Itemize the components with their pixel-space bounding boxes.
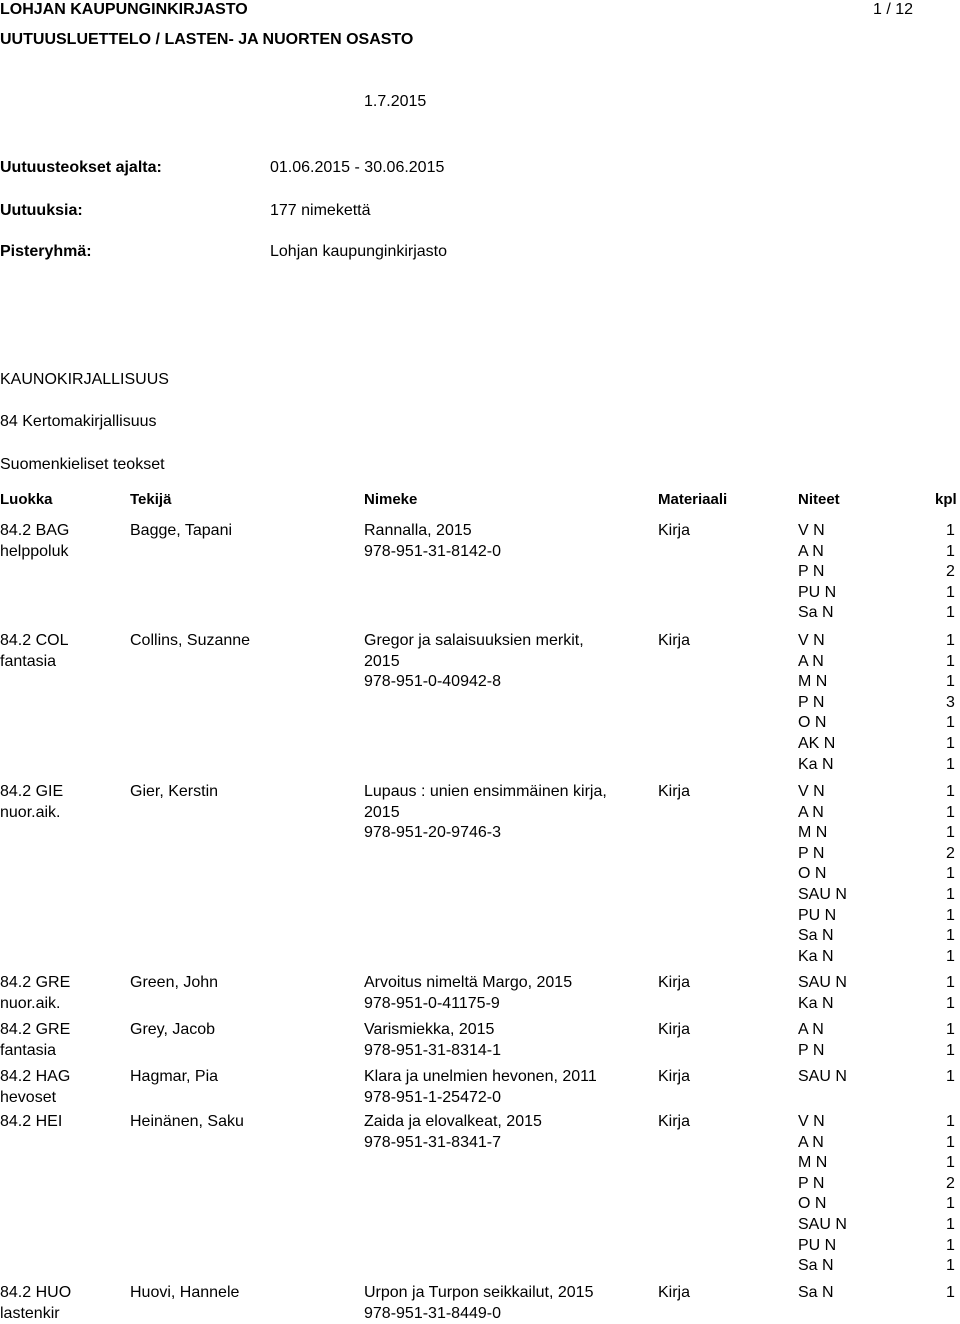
period-label: Uutuusteokset ajalta: bbox=[0, 159, 162, 176]
copy-location: Ka N bbox=[798, 994, 834, 1012]
report-date: 1.7.2015 bbox=[364, 93, 427, 110]
title: Lupaus : unien ensimmäinen kirja, bbox=[364, 783, 607, 800]
material: Kirja bbox=[658, 522, 691, 539]
copy-location: A N bbox=[798, 1133, 824, 1151]
material: Kirja bbox=[658, 1113, 691, 1130]
title: Klara ja unelmien hevonen, 2011 bbox=[364, 1068, 597, 1085]
title: Urpon ja Turpon seikkailut, 2015 bbox=[364, 1284, 594, 1301]
class-genre: lastenkir bbox=[0, 1304, 60, 1322]
copy-location: Sa N bbox=[798, 1257, 834, 1275]
copy-location: O N bbox=[798, 714, 827, 732]
copy-count: 1 bbox=[946, 652, 955, 670]
class-code: 84.2 GRE bbox=[0, 974, 71, 991]
class-code: 84.2 GRE bbox=[0, 1021, 71, 1038]
copy-location: SAU N bbox=[798, 886, 847, 903]
column-header-nimeke: Nimeke bbox=[364, 491, 418, 508]
copy-location: V N bbox=[798, 522, 825, 539]
copy-count: 1 bbox=[946, 604, 955, 622]
copy-location: P N bbox=[798, 1174, 825, 1192]
title: Gregor ja salaisuuksien merkit, bbox=[364, 632, 584, 649]
copy-count: 1 bbox=[946, 906, 955, 924]
copy-count: 1 bbox=[946, 824, 955, 842]
isbn: 978-951-1-25472-0 bbox=[364, 1088, 501, 1106]
group-label: Pisteryhmä: bbox=[0, 243, 92, 260]
copy-count: 2 bbox=[946, 844, 955, 862]
class-code: 84.2 HUO bbox=[0, 1284, 72, 1301]
copy-count: 1 bbox=[946, 1257, 955, 1275]
material: Kirja bbox=[658, 632, 691, 649]
class-code: 84.2 GIE bbox=[0, 783, 64, 800]
isbn: 978-951-20-9746-3 bbox=[364, 824, 501, 842]
material: Kirja bbox=[658, 974, 691, 991]
copy-count: 1 bbox=[946, 803, 955, 821]
copy-count: 1 bbox=[946, 632, 955, 649]
copy-count: 1 bbox=[946, 1284, 955, 1301]
copy-count: 1 bbox=[946, 1133, 955, 1151]
author: Gier, Kerstin bbox=[130, 783, 219, 800]
isbn: 978-951-31-8142-0 bbox=[364, 542, 501, 560]
copy-location: SAU N bbox=[798, 1216, 847, 1233]
class-genre: nuor.aik. bbox=[0, 803, 61, 821]
copy-location: Ka N bbox=[798, 755, 834, 773]
copy-count: 1 bbox=[946, 1236, 955, 1254]
library-name: LOHJAN KAUPUNGINKIRJASTO bbox=[0, 1, 248, 18]
column-header-tekija: Tekijä bbox=[130, 491, 172, 508]
material: Kirja bbox=[658, 783, 691, 800]
copy-location: M N bbox=[798, 673, 828, 691]
copy-location: A N bbox=[798, 652, 824, 670]
author: Green, John bbox=[130, 974, 219, 991]
count-label: Uutuuksia: bbox=[0, 202, 83, 219]
class-code: 84.2 HEI bbox=[0, 1113, 63, 1130]
copy-location: M N bbox=[798, 824, 828, 842]
copy-count: 1 bbox=[946, 865, 955, 883]
title: Varismiekka, 2015 bbox=[364, 1021, 495, 1038]
material: Kirja bbox=[658, 1068, 691, 1085]
copy-count: 3 bbox=[946, 693, 955, 711]
section-sub: 84 Kertomakirjallisuus bbox=[0, 413, 157, 430]
copy-count: 1 bbox=[946, 1021, 955, 1038]
copy-location: V N bbox=[798, 783, 825, 800]
copy-count: 1 bbox=[946, 583, 955, 601]
copy-count: 2 bbox=[946, 563, 955, 581]
copy-count: 1 bbox=[946, 1216, 955, 1233]
copy-location: SAU N bbox=[798, 974, 847, 991]
copy-count: 2 bbox=[946, 1174, 955, 1192]
class-code: 84.2 COL bbox=[0, 632, 69, 649]
count-value: 177 nimekettä bbox=[270, 202, 371, 219]
class-genre: fantasia bbox=[0, 1041, 57, 1059]
copy-count: 1 bbox=[946, 783, 955, 800]
author: Collins, Suzanne bbox=[130, 632, 251, 649]
isbn: 978-951-0-40942-8 bbox=[364, 673, 501, 691]
section-language: Suomenkieliset teokset bbox=[0, 456, 165, 473]
title: 2015 bbox=[364, 652, 400, 670]
column-header-materiaali: Materiaali bbox=[658, 491, 728, 508]
title: Arvoitus nimeltä Margo, 2015 bbox=[364, 974, 573, 991]
isbn: 978-951-0-41175-9 bbox=[364, 994, 500, 1012]
isbn: 978-951-31-8341-7 bbox=[364, 1133, 501, 1151]
copy-location: O N bbox=[798, 865, 827, 883]
class-code: 84.2 BAG bbox=[0, 522, 70, 539]
author: Grey, Jacob bbox=[130, 1021, 216, 1038]
copy-count: 1 bbox=[946, 947, 955, 965]
material: Kirja bbox=[658, 1284, 691, 1301]
copy-count: 1 bbox=[946, 1154, 955, 1172]
copy-location: A N bbox=[798, 1021, 824, 1038]
column-header-luokka: Luokka bbox=[0, 491, 53, 508]
author: Heinänen, Saku bbox=[130, 1113, 244, 1130]
copy-count: 1 bbox=[946, 1041, 955, 1059]
copy-location: PU N bbox=[798, 1236, 837, 1254]
copy-location: A N bbox=[798, 542, 824, 560]
copy-count: 1 bbox=[946, 714, 955, 732]
copy-location: Sa N bbox=[798, 1284, 834, 1301]
copy-count: 1 bbox=[946, 542, 955, 560]
author: Hagmar, Pia bbox=[130, 1068, 219, 1085]
copy-location: P N bbox=[798, 1041, 825, 1059]
class-genre: nuor.aik. bbox=[0, 994, 61, 1012]
copy-location: M N bbox=[798, 1154, 828, 1172]
material: Kirja bbox=[658, 1021, 691, 1038]
copy-count: 1 bbox=[946, 886, 955, 903]
copy-count: 1 bbox=[946, 974, 955, 991]
title: Rannalla, 2015 bbox=[364, 522, 472, 539]
title: Zaida ja elovalkeat, 2015 bbox=[364, 1113, 542, 1130]
class-code: 84.2 HAG bbox=[0, 1068, 71, 1085]
copy-count: 1 bbox=[946, 673, 955, 691]
copy-count: 1 bbox=[946, 522, 955, 539]
class-genre: hevoset bbox=[0, 1088, 57, 1106]
copy-location: A N bbox=[798, 803, 824, 821]
copy-location: P N bbox=[798, 563, 825, 581]
copy-location: O N bbox=[798, 1195, 827, 1213]
author: Huovi, Hannele bbox=[130, 1284, 240, 1301]
copy-location: V N bbox=[798, 632, 825, 649]
copy-location: Sa N bbox=[798, 927, 834, 945]
page-number: 1 / 12 bbox=[873, 1, 914, 18]
catalog-subtitle: UUTUUSLUETTELO / LASTEN- JA NUORTEN OSASTO bbox=[0, 31, 414, 48]
author: Bagge, Tapani bbox=[130, 522, 233, 539]
copy-location: P N bbox=[798, 693, 825, 711]
copy-count: 1 bbox=[946, 735, 955, 752]
class-genre: helppoluk bbox=[0, 542, 69, 560]
isbn: 978-951-31-8449-0 bbox=[364, 1304, 501, 1322]
copy-count: 1 bbox=[946, 994, 955, 1012]
class-genre: fantasia bbox=[0, 652, 57, 670]
copy-location: Ka N bbox=[798, 947, 834, 965]
copy-location: AK N bbox=[798, 735, 836, 752]
copy-count: 1 bbox=[946, 927, 955, 945]
copy-location: Sa N bbox=[798, 604, 834, 622]
copy-location: P N bbox=[798, 844, 825, 862]
copy-location: PU N bbox=[798, 583, 837, 601]
column-header-niteet: Niteet bbox=[798, 491, 840, 508]
column-header-kpl: kpl bbox=[935, 491, 957, 508]
group-value: Lohjan kaupunginkirjasto bbox=[270, 243, 448, 260]
copy-count: 1 bbox=[946, 755, 955, 773]
copy-count: 1 bbox=[946, 1195, 955, 1213]
copy-location: V N bbox=[798, 1113, 825, 1130]
copy-location: PU N bbox=[798, 906, 837, 924]
title: 2015 bbox=[364, 803, 400, 821]
copy-count: 1 bbox=[946, 1113, 955, 1130]
period-value: 01.06.2015 - 30.06.2015 bbox=[270, 159, 445, 176]
copy-count: 1 bbox=[946, 1068, 955, 1085]
copy-location: SAU N bbox=[798, 1068, 847, 1085]
isbn: 978-951-31-8314-1 bbox=[364, 1041, 501, 1059]
section-main: KAUNOKIRJALLISUUS bbox=[0, 371, 169, 388]
